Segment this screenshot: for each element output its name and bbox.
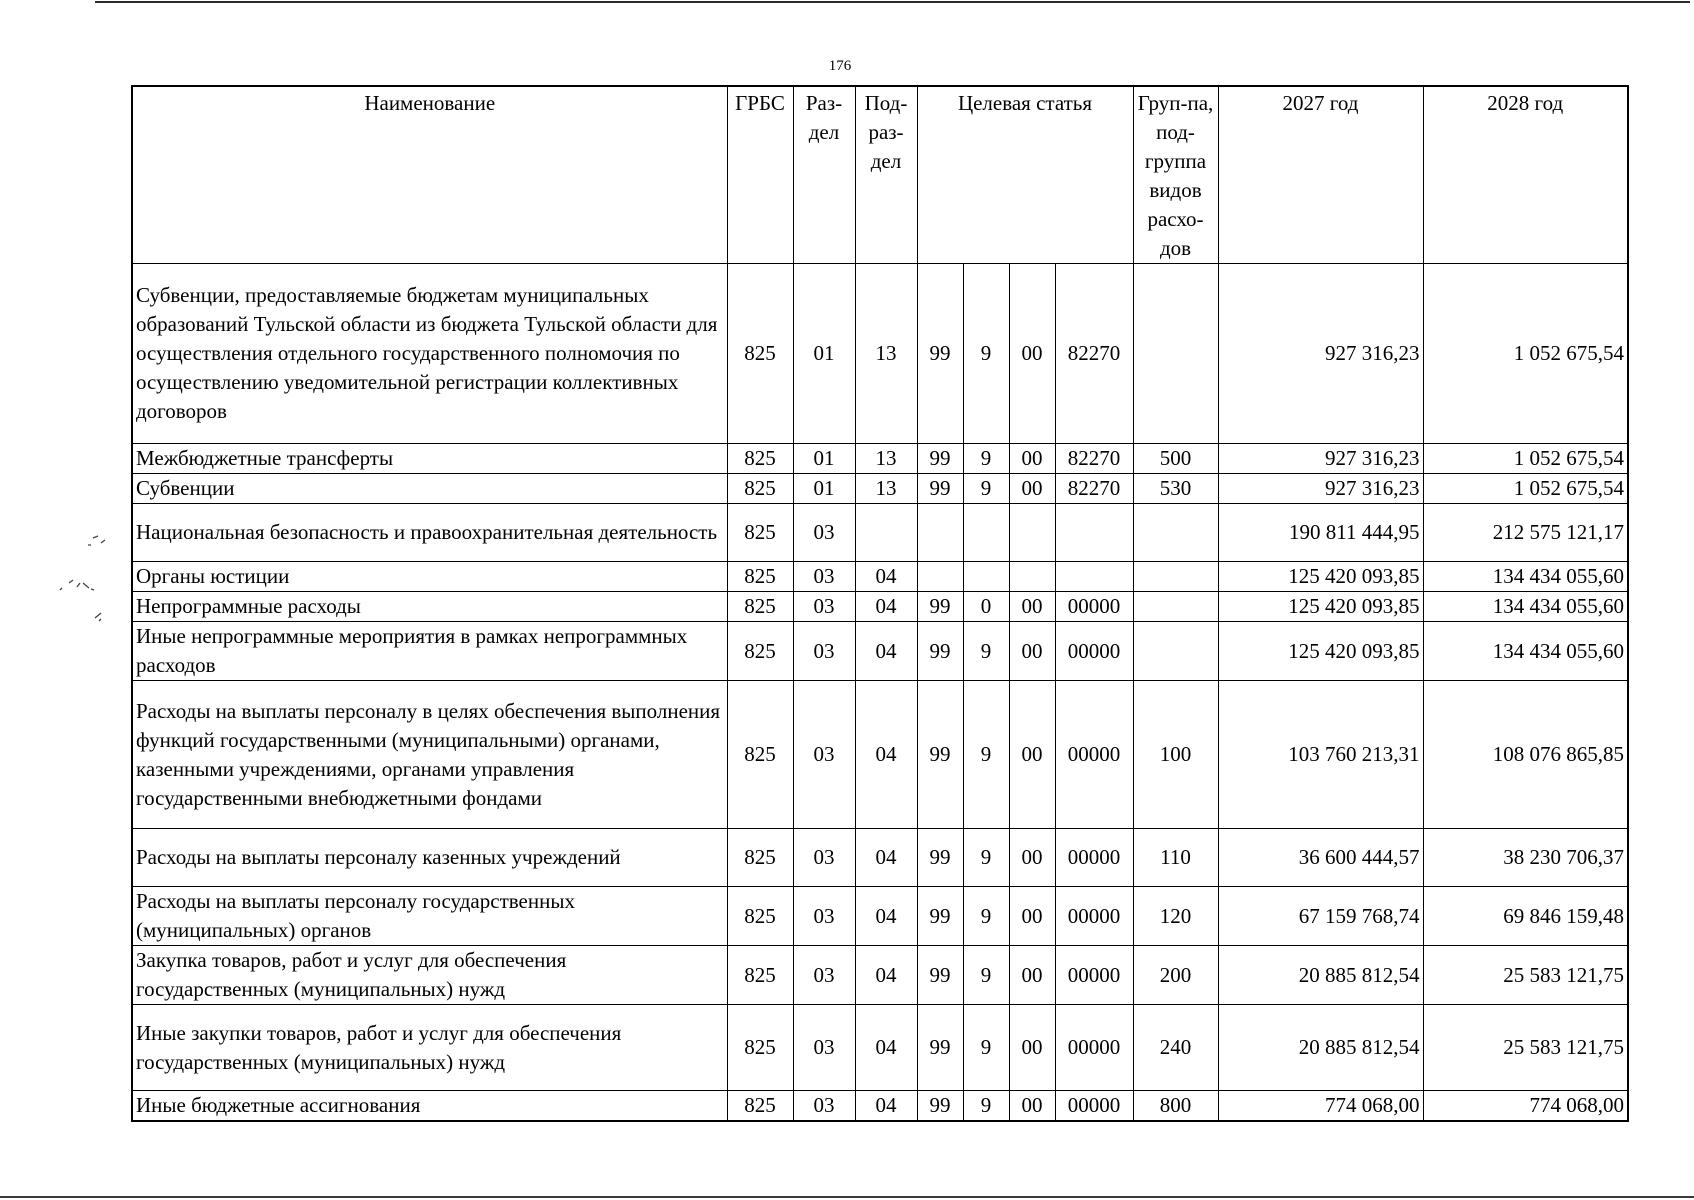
table-row — [132, 1005, 1628, 1091]
row-amount-2027: 125 420 093,85 — [1218, 592, 1423, 622]
row-celevaya-direction: 00000 — [1055, 946, 1133, 1005]
row-razdel: 01 — [793, 444, 855, 474]
row-razdel: 03 — [793, 1091, 855, 1122]
row-celevaya-program: 99 — [917, 946, 963, 1005]
row-podrazdel: 04 — [855, 681, 917, 829]
row-amount-2027: 36 600 444,57 — [1218, 829, 1423, 887]
row-celevaya-program — [917, 562, 963, 592]
row-celevaya-program: 99 — [917, 592, 963, 622]
row-razdel: 03 — [793, 622, 855, 681]
row-amount-2027: 20 885 812,54 — [1218, 946, 1423, 1005]
row-podrazdel: 04 — [855, 622, 917, 681]
row-amount-2027: 67 159 768,74 — [1218, 887, 1423, 946]
row-grbs: 825 — [727, 562, 793, 592]
row-celevaya-type: 9 — [963, 1091, 1009, 1122]
row-celevaya-subprogram: 00 — [1009, 592, 1055, 622]
row-vid-raskhodov: 500 — [1133, 444, 1218, 474]
row-celevaya-direction — [1055, 562, 1133, 592]
row-podrazdel: 04 — [855, 592, 917, 622]
row-celevaya-direction: 00000 — [1055, 681, 1133, 829]
row-name: Закупка товаров, работ и услуг для обеспечения государственных (муниципальных) нужд — [132, 946, 727, 1005]
row-podrazdel: 04 — [855, 1005, 917, 1091]
row-celevaya-subprogram: 00 — [1009, 681, 1055, 829]
row-amount-2028: 1 052 675,54 — [1423, 444, 1628, 474]
row-vid-raskhodov — [1133, 592, 1218, 622]
row-vid-raskhodov — [1133, 622, 1218, 681]
row-grbs: 825 — [727, 622, 793, 681]
row-celevaya-program: 99 — [917, 681, 963, 829]
row-amount-2027: 927 316,23 — [1218, 474, 1423, 504]
row-name: Органы юстиции — [132, 562, 727, 592]
row-name: Национальная безопасность и правоохранительная деятельность — [132, 504, 727, 562]
row-celevaya-program — [917, 504, 963, 562]
row-name: Иные бюджетные ассигнования — [132, 1091, 727, 1122]
row-grbs: 825 — [727, 264, 793, 444]
row-celevaya-subprogram: 00 — [1009, 622, 1055, 681]
row-vid-raskhodov: 530 — [1133, 474, 1218, 504]
row-celevaya-type: 9 — [963, 887, 1009, 946]
row-grbs: 825 — [727, 1005, 793, 1091]
row-amount-2028: 108 076 865,85 — [1423, 681, 1628, 829]
row-celevaya-type: 9 — [963, 444, 1009, 474]
margin-pen-marks — [55, 535, 135, 625]
row-podrazdel: 04 — [855, 946, 917, 1005]
row-name: Иные непрограммные мероприятия в рамках непрограммных расходов — [132, 622, 727, 681]
row-razdel: 03 — [793, 829, 855, 887]
row-podrazdel: 04 — [855, 562, 917, 592]
row-celevaya-type: 9 — [963, 1005, 1009, 1091]
row-celevaya-type — [963, 504, 1009, 562]
row-celevaya-direction: 00000 — [1055, 592, 1133, 622]
row-celevaya-direction: 00000 — [1055, 622, 1133, 681]
page-number: 176 — [828, 58, 852, 74]
row-celevaya-direction: 00000 — [1055, 1005, 1133, 1091]
row-podrazdel: 13 — [855, 264, 917, 444]
row-razdel: 03 — [793, 887, 855, 946]
row-amount-2027: 774 068,00 — [1218, 1091, 1423, 1122]
table-row — [132, 264, 1628, 444]
row-name: Непрограммные расходы — [132, 592, 727, 622]
row-grbs: 825 — [727, 1091, 793, 1122]
table-row — [132, 622, 1628, 681]
row-grbs: 825 — [727, 592, 793, 622]
row-celevaya-subprogram: 00 — [1009, 829, 1055, 887]
scan-edge-bottom — [0, 1196, 1694, 1198]
row-celevaya-subprogram: 00 — [1009, 264, 1055, 444]
row-grbs: 825 — [727, 946, 793, 1005]
row-amount-2027: 125 420 093,85 — [1218, 562, 1423, 592]
row-celevaya-program: 99 — [917, 1005, 963, 1091]
row-celevaya-subprogram: 00 — [1009, 887, 1055, 946]
row-amount-2028: 69 846 159,48 — [1423, 887, 1628, 946]
row-amount-2028: 134 434 055,60 — [1423, 562, 1628, 592]
row-celevaya-direction: 00000 — [1055, 1091, 1133, 1122]
row-vid-raskhodov: 120 — [1133, 887, 1218, 946]
row-grbs: 825 — [727, 887, 793, 946]
row-celevaya-direction: 82270 — [1055, 264, 1133, 444]
row-celevaya-direction — [1055, 504, 1133, 562]
row-amount-2027: 125 420 093,85 — [1218, 622, 1423, 681]
row-celevaya-direction: 00000 — [1055, 887, 1133, 946]
row-celevaya-direction: 82270 — [1055, 444, 1133, 474]
row-razdel: 01 — [793, 474, 855, 504]
row-celevaya-type: 9 — [963, 681, 1009, 829]
row-amount-2028: 134 434 055,60 — [1423, 592, 1628, 622]
row-amount-2028: 1 052 675,54 — [1423, 264, 1628, 444]
row-celevaya-subprogram: 00 — [1009, 1091, 1055, 1122]
row-amount-2027: 190 811 444,95 — [1218, 504, 1423, 562]
row-podrazdel: 04 — [855, 887, 917, 946]
row-celevaya-subprogram: 00 — [1009, 444, 1055, 474]
row-grbs: 825 — [727, 474, 793, 504]
row-name: Расходы на выплаты персоналу в целях обеспечения выполнения функций государственными (муниципальными) органами, казенными учреждениями, органами управления государственными внебюджетными фондами — [132, 681, 727, 829]
row-grbs: 825 — [727, 444, 793, 474]
row-amount-2028: 38 230 706,37 — [1423, 829, 1628, 887]
row-celevaya-program: 99 — [917, 887, 963, 946]
row-podrazdel: 13 — [855, 474, 917, 504]
table-row — [132, 562, 1628, 592]
row-celevaya-program: 99 — [917, 264, 963, 444]
row-vid-raskhodov — [1133, 562, 1218, 592]
row-razdel: 03 — [793, 592, 855, 622]
row-name: Субвенции, предоставляемые бюджетам муниципальных образований Тульской области из бюджета Тульской области для осуществления отдельного государственного полномочия по осуществлению уведомительной регистрации коллективных договоров — [132, 264, 727, 444]
row-vid-raskhodov: 240 — [1133, 1005, 1218, 1091]
row-grbs: 825 — [727, 504, 793, 562]
header-gruppa: Груп-па, под-группа видов расхо-дов — [1133, 86, 1218, 264]
table-row — [132, 681, 1628, 829]
row-celevaya-type — [963, 562, 1009, 592]
row-vid-raskhodov: 110 — [1133, 829, 1218, 887]
header-2028: 2028 год — [1423, 86, 1628, 264]
row-razdel: 03 — [793, 946, 855, 1005]
table-row — [132, 504, 1628, 562]
scan-edge-top — [95, 1, 1690, 3]
row-name: Субвенции — [132, 474, 727, 504]
row-vid-raskhodov: 100 — [1133, 681, 1218, 829]
budget-table — [131, 85, 1629, 1122]
row-celevaya-direction: 82270 — [1055, 474, 1133, 504]
header-grbs: ГРБС — [727, 86, 793, 264]
header-celevaya-statya: Целевая статья — [917, 86, 1133, 264]
row-name: Межбюджетные трансферты — [132, 444, 727, 474]
row-razdel: 03 — [793, 504, 855, 562]
header-razdel: Раз-дел — [793, 86, 855, 264]
row-razdel: 01 — [793, 264, 855, 444]
row-amount-2028: 134 434 055,60 — [1423, 622, 1628, 681]
table-row — [132, 474, 1628, 504]
row-amount-2028: 25 583 121,75 — [1423, 1005, 1628, 1091]
row-grbs: 825 — [727, 829, 793, 887]
row-name: Иные закупки товаров, работ и услуг для обеспечения государственных (муниципальных) нужд — [132, 1005, 727, 1091]
row-podrazdel — [855, 504, 917, 562]
row-podrazdel: 04 — [855, 1091, 917, 1122]
row-razdel: 03 — [793, 1005, 855, 1091]
row-amount-2027: 927 316,23 — [1218, 444, 1423, 474]
table-row — [132, 829, 1628, 887]
row-celevaya-program: 99 — [917, 474, 963, 504]
header-row — [132, 86, 1628, 264]
header-2027: 2027 год — [1218, 86, 1423, 264]
row-vid-raskhodov — [1133, 264, 1218, 444]
row-name: Расходы на выплаты персоналу казенных учреждений — [132, 829, 727, 887]
header-podrazdel: Под-раз-дел — [855, 86, 917, 264]
row-celevaya-subprogram: 00 — [1009, 946, 1055, 1005]
row-amount-2028: 25 583 121,75 — [1423, 946, 1628, 1005]
row-celevaya-type: 9 — [963, 474, 1009, 504]
row-celevaya-program: 99 — [917, 444, 963, 474]
header-name: Наименование — [132, 86, 727, 264]
row-celevaya-type: 9 — [963, 264, 1009, 444]
row-celevaya-subprogram — [1009, 562, 1055, 592]
row-podrazdel: 04 — [855, 829, 917, 887]
row-celevaya-subprogram: 00 — [1009, 474, 1055, 504]
row-amount-2027: 20 885 812,54 — [1218, 1005, 1423, 1091]
row-celevaya-type: 9 — [963, 946, 1009, 1005]
row-vid-raskhodov: 200 — [1133, 946, 1218, 1005]
row-podrazdel: 13 — [855, 444, 917, 474]
row-celevaya-direction: 00000 — [1055, 829, 1133, 887]
row-amount-2027: 927 316,23 — [1218, 264, 1423, 444]
row-vid-raskhodov: 800 — [1133, 1091, 1218, 1122]
row-celevaya-program: 99 — [917, 622, 963, 681]
table-row — [132, 1091, 1628, 1122]
row-celevaya-subprogram — [1009, 504, 1055, 562]
row-razdel: 03 — [793, 562, 855, 592]
row-amount-2028: 212 575 121,17 — [1423, 504, 1628, 562]
table-row — [132, 444, 1628, 474]
table-row — [132, 887, 1628, 946]
row-amount-2028: 1 052 675,54 — [1423, 474, 1628, 504]
table-row — [132, 592, 1628, 622]
row-celevaya-type: 9 — [963, 829, 1009, 887]
row-amount-2028: 774 068,00 — [1423, 1091, 1628, 1122]
row-celevaya-type: 0 — [963, 592, 1009, 622]
row-amount-2027: 103 760 213,31 — [1218, 681, 1423, 829]
row-celevaya-program: 99 — [917, 1091, 963, 1122]
row-celevaya-type: 9 — [963, 622, 1009, 681]
table-row — [132, 946, 1628, 1005]
row-razdel: 03 — [793, 681, 855, 829]
row-name: Расходы на выплаты персоналу государственных (муниципальных) органов — [132, 887, 727, 946]
row-celevaya-program: 99 — [917, 829, 963, 887]
row-grbs: 825 — [727, 681, 793, 829]
row-vid-raskhodov — [1133, 504, 1218, 562]
row-celevaya-subprogram: 00 — [1009, 1005, 1055, 1091]
